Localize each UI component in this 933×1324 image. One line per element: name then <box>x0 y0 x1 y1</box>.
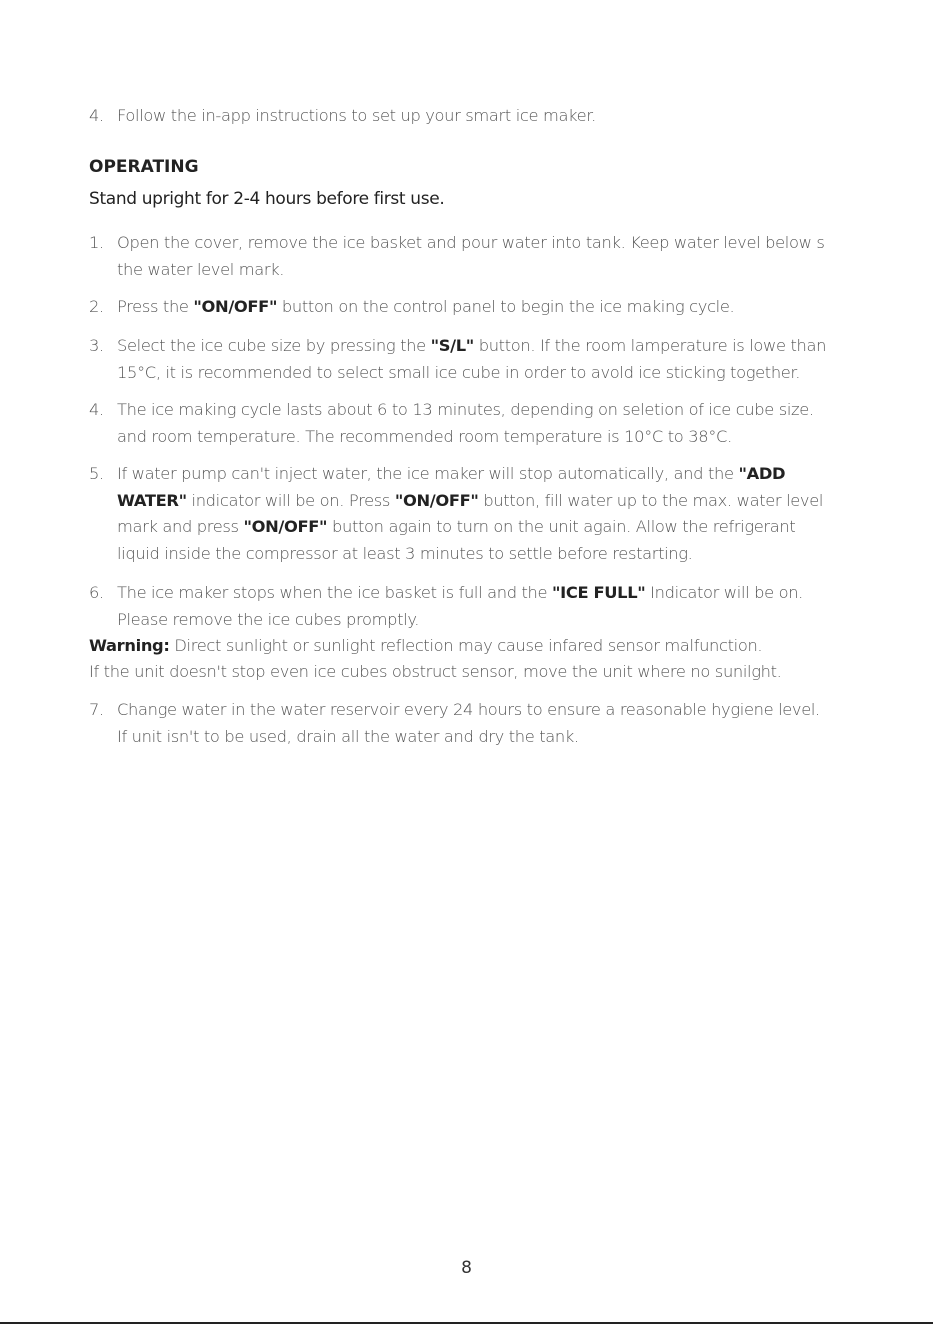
step-item <box>89 333 849 386</box>
intro-step <box>89 103 849 130</box>
step-line <box>117 397 849 424</box>
step-line <box>117 424 849 451</box>
step-text: If unit isn't to be used, drain all the water and dry the tank. <box>117 726 579 746</box>
step-line <box>117 580 849 607</box>
step-text: Change water in the water reservoir every 24 hours to ensure a reasonable hygiene level. <box>117 700 820 719</box>
button-reference: "ICE FULL" <box>552 583 646 602</box>
step-line <box>117 257 849 284</box>
step-line <box>117 294 849 321</box>
step-text: Select the ice cube size by pressing the <box>117 336 431 355</box>
step-line <box>117 541 849 568</box>
step-item <box>89 230 849 283</box>
button-reference: "ON/OFF" <box>394 490 479 510</box>
step-number: 3. <box>89 336 104 355</box>
button-reference: "S/L" <box>430 336 474 355</box>
warning-line-1 <box>89 633 762 660</box>
step-text: button. If the room lamperature is lowe than <box>473 336 827 355</box>
step-text: the water level mark. <box>117 259 285 279</box>
page-number: 8 <box>461 1258 472 1278</box>
step-text: button on the control panel to begin the ice making cycle. <box>277 297 735 316</box>
section-heading: OPERATING <box>89 157 199 177</box>
step-text: liquid inside the compressor at least 3 minutes to settle before restarting. <box>117 543 693 563</box>
step-text: Please remove the ice cubes promptly. <box>117 609 420 629</box>
step-item <box>89 397 849 450</box>
step-text: button again to turn on the unit again. Allow the refrigerant <box>327 517 796 536</box>
button-reference: "ADD <box>738 464 786 483</box>
step-number: 6. <box>89 583 104 602</box>
step-line <box>117 724 849 751</box>
step-text: and room temperature. The recommended room temperature is 10°C to 38°C. <box>117 426 732 446</box>
step-text: The ice maker stops when the ice basket is full and the <box>117 583 552 602</box>
intro-step-text: Follow the in-app instructions to set up your smart ice maker. <box>117 106 597 125</box>
step-text: mark and press <box>117 517 244 536</box>
step-text: button, fill water up to the max. water level <box>478 490 824 510</box>
final-step <box>89 697 849 750</box>
step-text: Indicator will be on. <box>645 583 804 602</box>
step-item <box>89 580 849 633</box>
step-item <box>89 461 849 567</box>
step-text: The ice making cycle lasts about 6 to 13 minutes, depending on seletion of ice cube size. <box>117 400 814 419</box>
warning-line-2: If the unit doesn't stop even ice cubes obstruct sensor, move the unit where no sunilght. <box>89 662 782 681</box>
step-line <box>117 333 849 360</box>
step-line <box>117 488 849 515</box>
warning-label: Warning: <box>89 636 170 655</box>
step-text: Press the <box>117 297 194 316</box>
warning-text: Direct sunlight or sunlight reflection may cause infared sensor malfunction. <box>169 636 763 655</box>
step-text: If water pump can't inject water, the ice maker will stop automatically, and the <box>117 464 739 483</box>
step-line <box>117 607 849 634</box>
button-reference: WATER" <box>117 490 187 510</box>
step-line <box>117 514 849 541</box>
step-line <box>117 360 849 387</box>
step-line <box>117 230 849 257</box>
step-text: indicator will be on. Press <box>186 490 395 510</box>
step-item <box>89 294 849 321</box>
step-number: 1. <box>89 233 104 252</box>
button-reference: "ON/OFF" <box>193 297 278 316</box>
step-number: 5. <box>89 464 104 483</box>
button-reference: "ON/OFF" <box>243 517 328 536</box>
section-subheading: Stand upright for 2-4 hours before first use. <box>89 189 445 209</box>
step-number: 4. <box>89 400 104 419</box>
final-step-number: 7. <box>89 700 104 719</box>
step-number: 2. <box>89 297 104 316</box>
step-line <box>117 461 849 488</box>
step-text: 15°C, it is recommended to select small ice cube in order to avold ice sticking together. <box>117 362 801 382</box>
step-text: Open the cover, remove the ice basket and pour water into tank. Keep water level below s <box>117 233 825 252</box>
intro-step-number: 4. <box>89 106 104 125</box>
step-line <box>117 697 849 724</box>
